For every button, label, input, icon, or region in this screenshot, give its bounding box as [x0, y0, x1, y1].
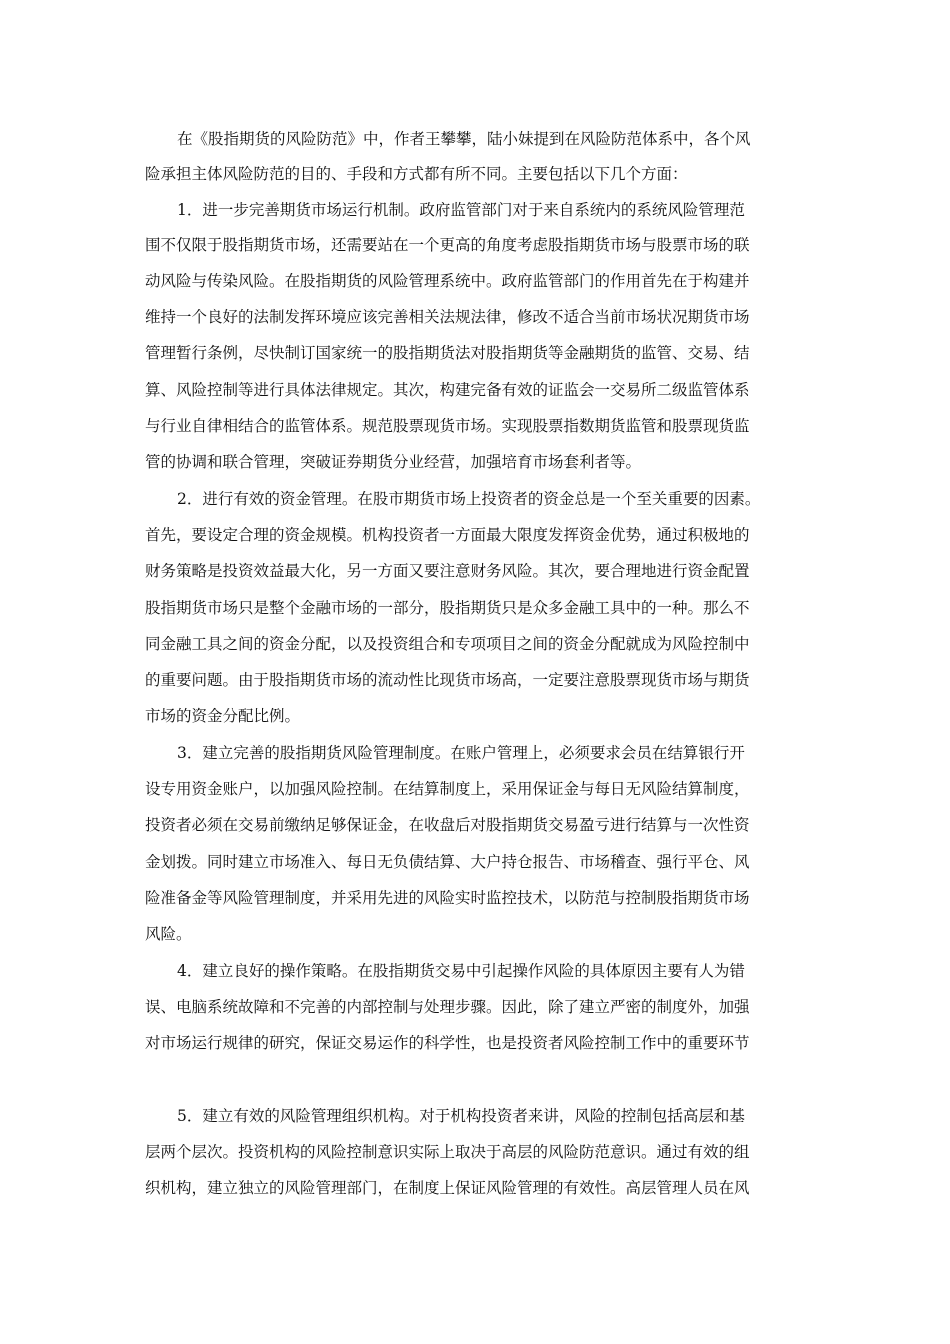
paragraph-3-line: 险准备金等风险管理制度，并采用先进的风险实时监控技术，以防范与控制股指期货市场: [145, 889, 750, 907]
paragraph-4-line: 对市场运行规律的研究，保证交易运作的科学性，也是投资者风险控制工作中的重要环节: [145, 1034, 750, 1052]
paragraph-3-line: 投资者必须在交易前缴纳足够保证金，在收盘后对股指期货交易盈亏进行结算与一次性资: [145, 816, 750, 834]
paragraph-5-line: 织机构，建立独立的风险管理部门，在制度上保证风险管理的有效性。高层管理人员在风: [145, 1179, 750, 1197]
paragraph-intro-line: 险承担主体风险防范的目的、手段和方式都有所不同。主要包括以下几个方面：: [145, 165, 688, 183]
paragraph-2-line: 股指期货市场只是整个金融市场的一部分，股指期货只是众多金融工具中的一种。那么不: [145, 599, 750, 617]
paragraph-3-line: 金划拨。同时建立市场准入、每日无负债结算、大户持仓报告、市场稽查、强行平仓、风: [145, 853, 750, 871]
paragraph-1-line: 动风险与传染风险。在股指期货的风险管理系统中。政府监管部门的作用首先在于构建并: [145, 272, 750, 290]
paragraph-1-line: 与行业自律相结合的监管体系。规范股票现货市场。实现股票指数期货监管和股票现货监: [145, 417, 750, 435]
paragraph-1-line: 1．进一步完善期货市场运行机制。政府监管部门对于来自系统内的系统风险管理范: [177, 201, 745, 219]
paragraph-2-line: 同金融工具之间的资金分配，以及投资组合和专项项目之间的资金分配就成为风险控制中: [145, 635, 750, 653]
paragraph-1-line: 围不仅限于股指期货市场，还需要站在一个更高的角度考虑股指期货市场与股票市场的联: [145, 236, 750, 254]
paragraph-3-line: 3．建立完善的股指期货风险管理制度。在账户管理上，必须要求会员在结算银行开: [177, 744, 745, 762]
paragraph-2-line: 市场的资金分配比例。: [145, 707, 301, 725]
paragraph-intro-line: 在《股指期货的风险防范》中，作者王攀攀，陆小妹提到在风险防范体系中，各个风: [177, 130, 751, 148]
paragraph-5-line: 5．建立有效的风险管理组织机构。对于机构投资者来讲，风险的控制包括高层和基: [177, 1107, 745, 1125]
paragraph-2-line: 财务策略是投资效益最大化，另一方面又要注意财务风险。其次，要合理地进行资金配置: [145, 562, 750, 580]
paragraph-3-line: 风险。: [145, 925, 192, 943]
paragraph-2-line: 2．进行有效的资金管理。在股市期货市场上投资者的资金总是一个至关重要的因素。: [177, 490, 761, 508]
paragraph-1-line: 管的协调和联合管理，突破证券期货分业经营，加强培育市场套利者等。: [145, 453, 642, 471]
paragraph-2-line: 首先，要设定合理的资金规模。机构投资者一方面最大限度发挥资金优势，通过积极地的: [145, 526, 750, 544]
paragraph-3-line: 设专用资金账户，以加强风险控制。在结算制度上，采用保证金与每日无风险结算制度，: [145, 780, 750, 798]
paragraph-4-line: 4．建立良好的操作策略。在股指期货交易中引起操作风险的具体原因主要有人为错: [177, 962, 745, 980]
paragraph-1-line: 维持一个良好的法制发挥环境应该完善相关法规法律，修改不适合当前市场状况期货市场: [145, 308, 750, 326]
paragraph-1-line: 算、风险控制等进行具体法律规定。其次，构建完备有效的证监会一交易所二级监管体系: [145, 381, 750, 399]
paragraph-2-line: 的重要问题。由于股指期货市场的流动性比现货市场高，一定要注意股票现货市场与期货: [145, 671, 750, 689]
paragraph-5-line: 层两个层次。投资机构的风险控制意识实际上取决于高层的风险防范意识。通过有效的组: [145, 1143, 750, 1161]
paragraph-4-line: 误、电脑系统故障和不完善的内部控制与处理步骤。因此，除了建立严密的制度外，加强: [145, 998, 750, 1016]
paragraph-1-line: 管理暂行条例，尽快制订国家统一的股指期货法对股指期货等金融期货的监管、交易、结: [145, 344, 750, 362]
